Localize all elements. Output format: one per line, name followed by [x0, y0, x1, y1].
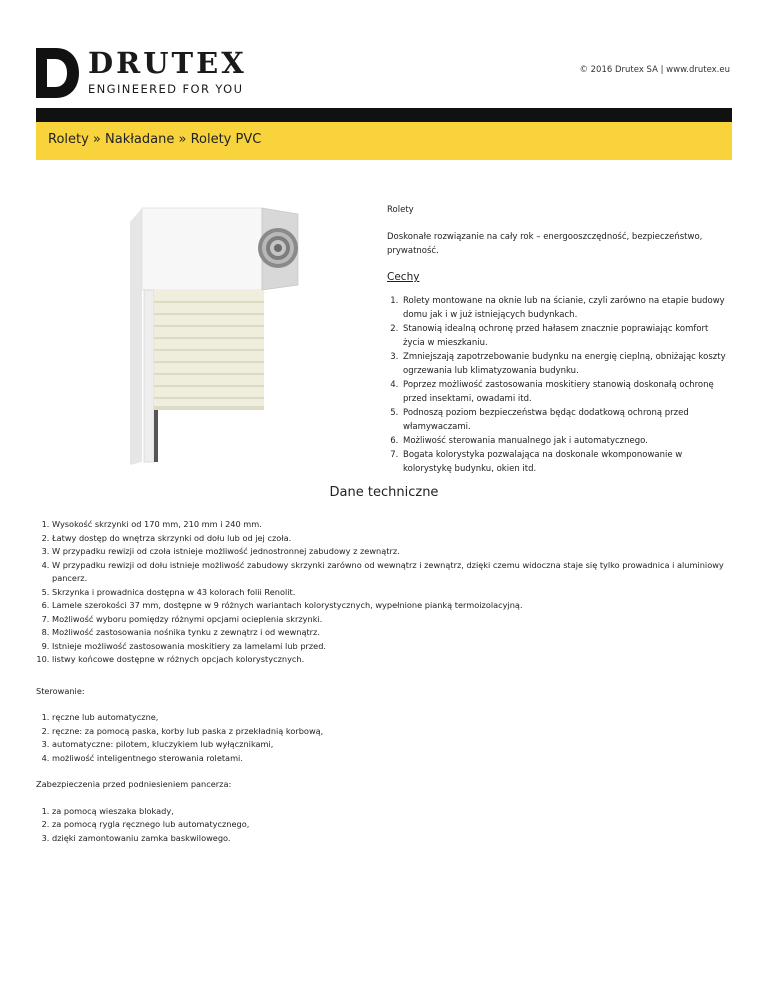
breadcrumb: Rolety » Nakładane » Rolety PVC	[48, 132, 262, 147]
list-item: 6. Lamele szerokości 37 mm, dostępne w 9 różnych wariantach kolorystycznych, wypełnione pianką termoizolacyjną.	[52, 599, 732, 613]
product-intro	[387, 203, 732, 476]
list-item: 10. listwy końcowe dostępne w różnych opcjach kolorystycznych.	[52, 653, 732, 667]
list-item: 8. Możliwość zastosowania nośnika tynku z zewnątrz i od wewnątrz.	[52, 626, 732, 640]
features-heading: Cechy	[387, 271, 420, 283]
list-item: 2. ręczne: za pomocą paska, korby lub paska z przekładnią korbową,	[52, 725, 732, 739]
tech-section	[36, 518, 732, 845]
list-item: 1. Rolety montowane na oknie lub na ścianie, czyli zarówno na etapie budowy domu jak i w już istniejących budynkach.	[401, 294, 732, 322]
list-item: 9. Istnieje możliwość zastosowania moskitiery za lamelami lub przed.	[52, 640, 732, 654]
list-item: 7. Możliwość wyboru pomiędzy różnymi opcjami ocieplenia skrzynki.	[52, 613, 732, 627]
list-item: 4. W przypadku rewizji od dołu istnieje możliwość zabudowy skrzynki zarówno od wewnątrz i zewnątrz, dzięki czemu widoczna staje się tylko prowadnica i aluminiowy pancerz.	[52, 559, 732, 586]
protection-title: Zabezpieczenia przed podniesieniem pancerza:	[36, 779, 232, 789]
list-item: 1. Wysokość skrzynki od 170 mm, 210 mm i 240 mm.	[52, 518, 732, 532]
list-item: 3. W przypadku rewizji od czoła istnieje możliwość jednostronnej zabudowy z zewnątrz.	[52, 545, 732, 559]
intro-description: Doskonałe rozwiązanie na cały rok – energooszczędność, bezpieczeństwo, prywatność.	[387, 232, 703, 256]
list-item: 3. automatyczne: pilotem, kluczykiem lub wyłącznikami,	[52, 738, 732, 752]
list-item: 2. za pomocą rygla ręcznego lub automatycznego,	[52, 818, 732, 832]
intro-title: Rolety	[387, 205, 414, 215]
brand-name: DRUTEX	[88, 46, 247, 80]
steering-list	[36, 711, 732, 765]
list-item: 5. Skrzynka i prowadnica dostępna w 43 kolorach folii Renolit.	[52, 586, 732, 600]
list-item: 4. Poprzez możliwość zastosowania moskitiery stanowią doskonałą ochronę przed insektami, owadami itd.	[401, 378, 732, 406]
list-item: 1. ręczne lub automatyczne,	[52, 711, 732, 725]
header-black-bar	[36, 108, 732, 122]
list-item: 3. dzięki zamontowaniu zamka baskwilowego.	[52, 832, 732, 846]
copyright-text: © 2016 Drutex SA | www.drutex.eu	[579, 65, 730, 75]
list-item: 6. Możliwość sterowania manualnego jak i automatycznego.	[401, 434, 732, 448]
tech-heading: Dane techniczne	[329, 485, 439, 500]
tech-list	[36, 518, 732, 667]
protection-list	[36, 805, 732, 846]
list-item: 4. możliwość inteligentnego sterowania roletami.	[52, 752, 732, 766]
breadcrumb-bar	[36, 122, 732, 160]
roller-shutter-image	[130, 200, 300, 465]
steering-title: Sterowanie:	[36, 685, 85, 696]
list-item: 2. Łatwy dostęp do wnętrza skrzynki od dołu lub od jej czoła.	[52, 532, 732, 546]
list-item: 2. Stanowią idealną ochronę przed hałasem znacznie poprawiając komfort życia w mieszkaniu.	[401, 322, 732, 350]
drutex-logo	[36, 48, 256, 98]
list-item: 3. Zmniejszają zapotrzebowanie budynku na energię cieplną, obniżając koszty ogrzewania lub klimatyzowania budynku.	[401, 350, 732, 378]
features-list	[387, 294, 732, 476]
list-item: 7. Bogata kolorystyka pozwalająca na doskonale wkomponowanie w kolorystykę budynku, okien itd.	[401, 448, 732, 476]
brand-tagline: ENGINEERED FOR YOU	[88, 82, 244, 96]
list-item: 1. za pomocą wieszaka blokady,	[52, 805, 732, 819]
list-item: 5. Podnoszą poziom bezpieczeństwa będąc dodatkową ochroną przed włamywaczami.	[401, 406, 732, 434]
drutex-d-logo-icon	[36, 48, 80, 98]
